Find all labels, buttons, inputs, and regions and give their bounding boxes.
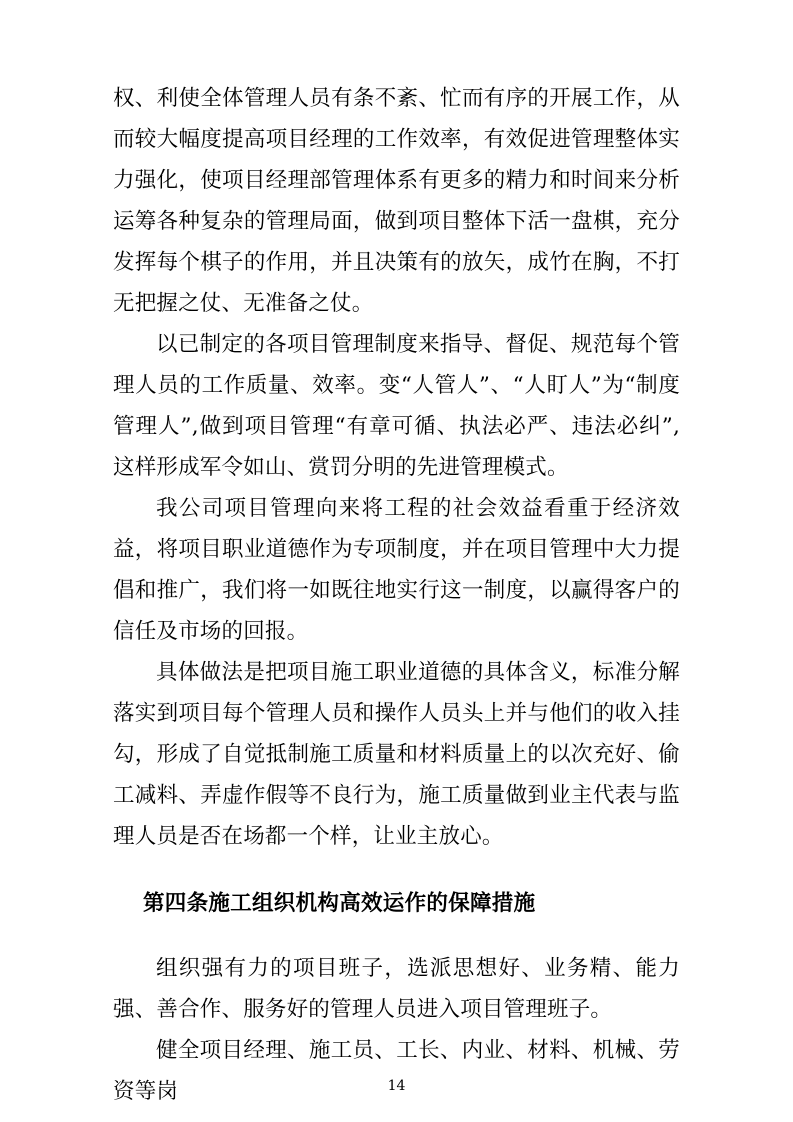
paragraph-positions: 健全项目经理、施工员、工长、内业、材料、机械、劳资等岗 bbox=[113, 1038, 680, 1104]
page-body bbox=[113, 78, 680, 1112]
spacer-before-heading bbox=[113, 857, 680, 883]
page-number: 14 bbox=[387, 1078, 406, 1094]
spacer-after-heading bbox=[113, 924, 680, 948]
paragraph-specific-practice: 具体做法是把项目施工职业道德的具体含义，标准分解落实到项目每个管理人员和操作人员头上并与他们的收入挂勾，形成了自觉抵制施工质量和材料质量上的以次充好、偷工减料、弄虚作假等不良行为，施工质量做到业主代表与监理人员是否在场都一个样，让业主放心。 bbox=[113, 660, 680, 849]
paragraph-continued: 权、利使全体管理人员有条不紊、忙而有序的开展工作，从而较大幅度提高项目经理的工作效率，有效促进管理整体实力强化，使项目经理部管理体系有更多的精力和时间来分析运筹各种复杂的管理局面，做到项目整体下活一盘棋，充分发挥每个棋子的作用，并且决策有的放矢，成竹在胸，不打无把握之仗、无准备之仗。 bbox=[113, 86, 680, 316]
paragraph-social-benefit: 我公司项目管理向来将工程的社会效益看重于经济效益，将项目职业道德作为专项制度，并在项目管理中大力提倡和推广，我们将一如既往地实行这一制度，以赢得客户的信任及市场的回报。 bbox=[113, 496, 680, 644]
paragraph-project-team: 组织强有力的项目班子，选派思想好、业务精、能力强、善合作、服务好的管理人员进入项目管理班子。 bbox=[113, 956, 680, 1022]
paragraph-management-system: 以已制定的各项目管理制度来指导、督促、规范每个管理人员的工作质量、效率。变“人管人”、“人盯人”为“制度管理人”,做到项目管理“有章可循、执法必严、违法必纠”,这样形成军令如山、赏罚分明的先进管理模式。 bbox=[113, 332, 680, 480]
section-heading: 第四条施工组织机构高效运作的保障措施 bbox=[143, 891, 536, 916]
